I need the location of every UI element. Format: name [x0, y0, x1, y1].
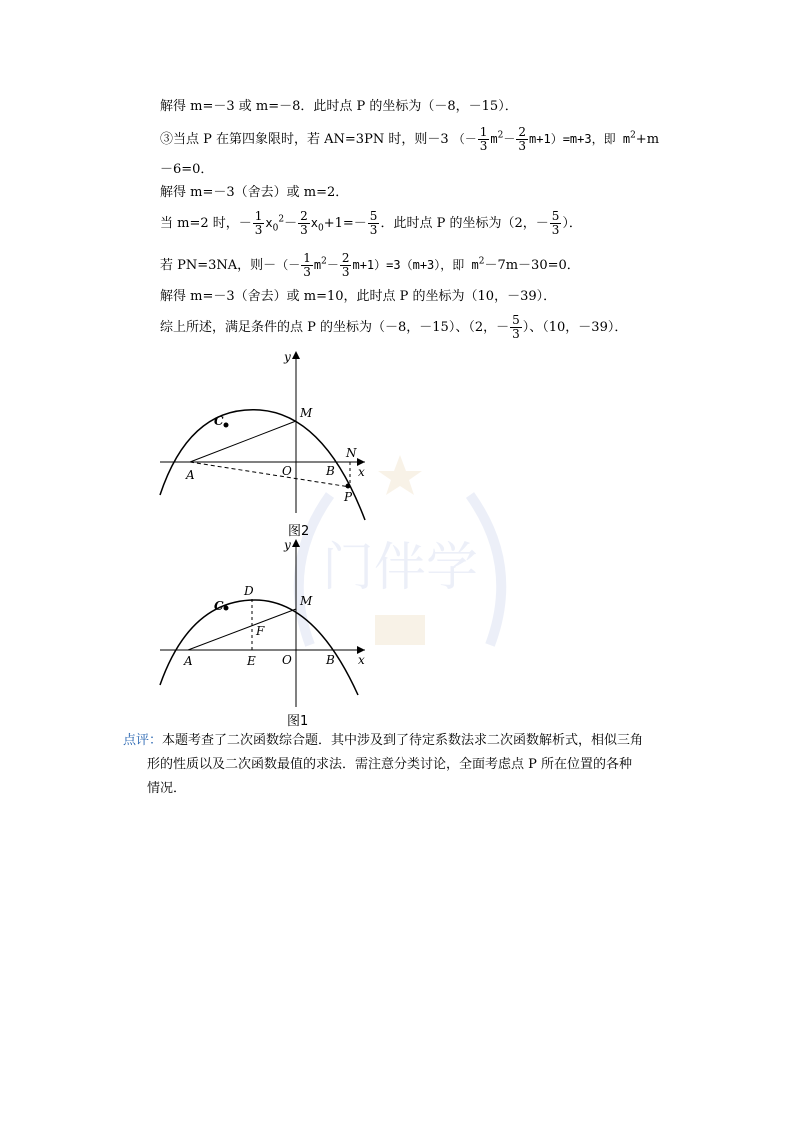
solution-line-1: 解得 m=－3 或 m=－8．此时点 P 的坐标为（－8，－15）． — [160, 99, 518, 114]
label-B: B — [326, 464, 335, 478]
label-M: M — [300, 594, 313, 608]
fraction: $\frac{2}{3}$ — [300, 209, 308, 237]
label-B: B — [326, 653, 335, 667]
figure-2 — [150, 345, 380, 535]
fraction: $\frac{5}{3}$ — [512, 313, 520, 341]
fraction: $\frac{5}{3}$ — [369, 209, 378, 237]
label-O: O — [282, 653, 292, 667]
fraction: $\frac{5}{3}$ — [551, 209, 560, 237]
fraction: $\frac{1}{3}$ — [303, 251, 311, 279]
label-A: A — [184, 654, 193, 668]
label-M: M — [300, 406, 313, 420]
solution-line-8: 综上所述，满足条件的点 P 的坐标为（－8，－15）、（2，－ $\frac{5}{3}$ ）、（10，－39）． — [160, 313, 628, 341]
figure-2-caption: 图2 — [288, 524, 310, 539]
comment-line-1: 本题考查了二次函数综合题．其中涉及到了待定系数法求二次函数解析式，相似三角 — [162, 733, 644, 748]
label-A: A — [186, 468, 195, 482]
solution-line-7: 解得 m=－3（舍去）或 m=10，此时点 P 的坐标为（10，－39）． — [160, 289, 557, 304]
comment-line-3: 情况． — [147, 781, 187, 796]
label-D: D — [244, 584, 254, 598]
solution-line-4: 解得 m=－3（舍去）或 m=2． — [160, 185, 349, 200]
label-O: O — [282, 464, 292, 478]
label-E: E — [247, 654, 256, 668]
text: （－ — [452, 132, 477, 146]
solution-line-2: ③当点 P 在第四象限时，若 AN=3PN 时，则－3 （－ $\frac{1}{3}$ $m^2-$ $\frac{2}{3}$ m+1）=m+3，即 $m^2+m$ — [160, 125, 660, 153]
label-y: y — [284, 538, 291, 552]
text: ③当点 P 在第四象限时，若 AN=3PN 时，则－3 — [160, 132, 449, 147]
comment-block — [123, 729, 683, 801]
label-N: N — [346, 446, 357, 460]
fraction: $\frac{2}{3}$ — [341, 251, 350, 279]
solution-line-6: 若 PN=3NA，则－（－ $\frac{1}{3}$ $m^2-$ $\frac{2}{3}$ m+1）=3（m+3），即 $m^2-7m-30=0$． — [160, 251, 580, 279]
watermark-text: 门伴学 — [321, 538, 479, 598]
label-y: y — [284, 350, 291, 364]
figure-1-caption: 图1 — [287, 714, 309, 729]
comment-line-2: 形的性质以及二次函数最值的求法．需注意分类讨论，全面考虑点 P 所在位置的各种 — [147, 757, 633, 772]
fraction: $\frac{1}{3}$ — [254, 209, 263, 237]
label-x: x — [358, 653, 365, 667]
label-P: P — [344, 490, 353, 504]
label-C: C — [214, 599, 224, 613]
label-F: F — [256, 624, 265, 638]
label-x: x — [358, 465, 365, 479]
solution-line-3: －6=0． — [160, 162, 214, 177]
label-C: C — [214, 414, 224, 428]
fraction: $\frac{1}{3}$ — [479, 125, 488, 153]
fraction: $\frac{2}{3}$ — [518, 125, 527, 153]
solution-line-5: 当 m=2 时，－ $\frac{1}{3}$ $x_0^2-$ $\frac{2}{3}$ $x_0+1=-$ $\frac{5}{3}$ ．此时点 P 的坐标为（2，－ $\frac{5}{3}$ ）． — [160, 209, 582, 237]
figure-1 — [150, 535, 380, 710]
comment-tag: 点评： — [123, 733, 163, 748]
